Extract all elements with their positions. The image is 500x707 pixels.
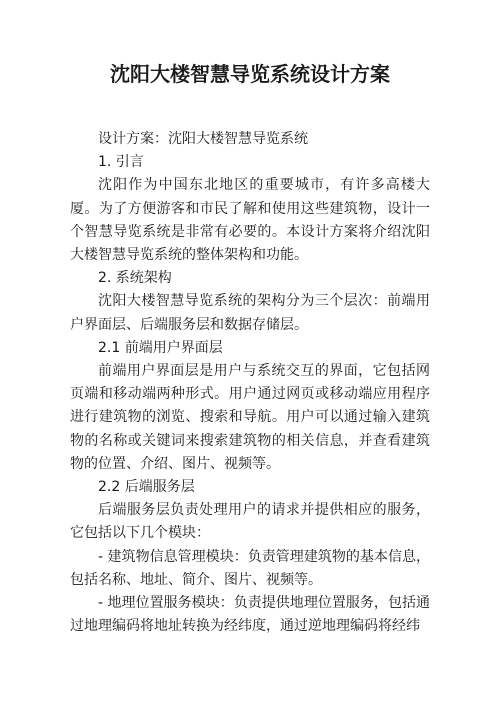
list-item-building-info: - 建筑物信息管理模块：负责管理建筑物的基本信息，包括名称、地址、简介、图片、视频等。 <box>70 548 430 588</box>
paragraph-backend: 后端服务层负责处理用户的请求并提供相应的服务，它包括以下几个模块： <box>70 502 430 542</box>
list-item-geo-service: - 地理位置服务模块：负责提供地理位置服务，包括通过地理编码将地址转换为经纬度，通过逆地理编码将经纬 <box>70 595 430 635</box>
subsection-heading-frontend: 2.1 前端用户界面层 <box>98 339 223 356</box>
paragraph-scheme-heading: 设计方案：沈阳大楼智慧导览系统 <box>98 131 308 147</box>
document-body <box>70 128 430 638</box>
paragraph-introduction: 沈阳作为中国东北地区的重要城市，有许多高楼大厦。为了方便游客和市民了解和使用这些建筑物，设计一个智慧导览系统是非常有必要的。本设计方案将介绍沈阳大楼智慧导览系统的整体架构和功能。 <box>70 177 430 264</box>
section-heading-introduction: 1. 引言 <box>98 154 144 171</box>
document-title: 沈阳大楼智慧导览系统设计方案 <box>110 62 390 86</box>
paragraph-architecture: 沈阳大楼智慧导览系统的架构分为三个层次：前端用户界面层、后端服务层和数据存储层。 <box>70 293 430 333</box>
section-heading-architecture: 2. 系统架构 <box>98 270 172 287</box>
subsection-heading-backend: 2.2 后端服务层 <box>98 479 195 496</box>
paragraph-frontend: 前端用户界面层是用户与系统交互的界面，它包括网页端和移动端两种形式。用户通过网页或移动端应用程序进行建筑物的浏览、搜索和导航。用户可以通过输入建筑物的名称或关键词来搜索建筑物的相关信息，并查看建筑物的位置、介绍、图片、视频等。 <box>70 363 430 472</box>
